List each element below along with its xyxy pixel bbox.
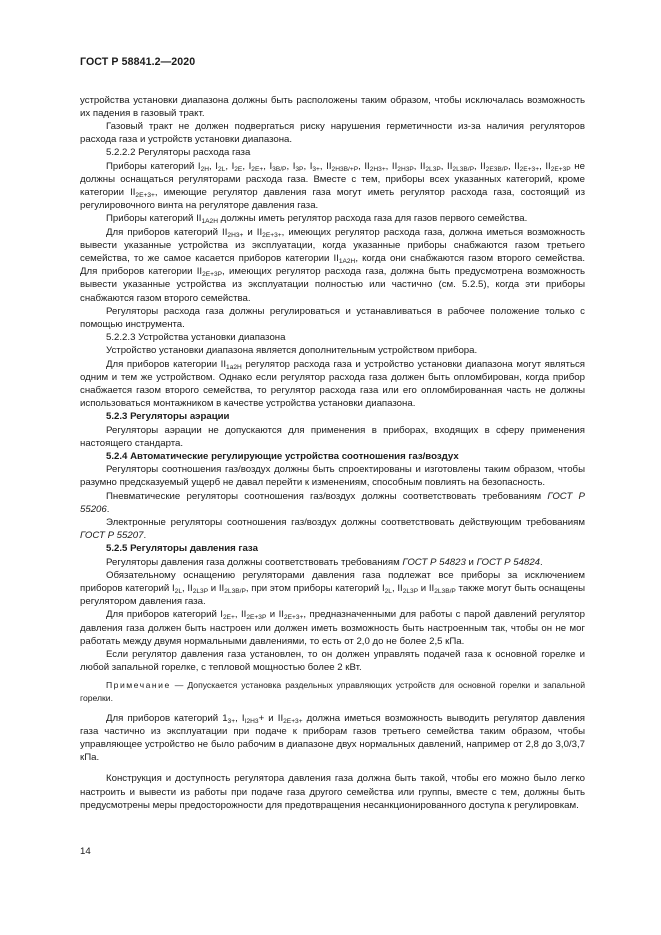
paragraph: Регуляторы аэрации не допускаются для применения в приборах, входящих в сферу применения настоящего стандарта. [80,424,585,449]
paragraph: Регуляторы расхода газа должны регулироваться и устанавливаться в рабочее положение только с помощью инструмента. [80,305,585,330]
paragraph-1a2h-range: Для приборов категории $II_{1a2H}$ регулятор расхода газа и устройство установки диапазона могут являться одним и тем же устройством. Однако если регулятор расхода газа должен быть опломбирован, когда прибор снабжается газом второго семейства, то регулятор расхода газа или его опломбированная часть не должны использоваться монтажником в качестве устройства установки диапазона. [80,358,585,410]
paragraph: Устройство установки диапазона является дополнительным устройством прибора. [106,345,478,357]
subsection-heading: 5.2.2.3 Устройства установки диапазона [106,332,286,344]
paragraph-pressure-requirements: Регуляторы давления газа должны соответствовать требованиям ГОСТ Р 54823 и ГОСТ Р 54824. [106,556,543,568]
paragraph-continued: устройства установки диапазона должны быть расположены таким образом, чтобы исключалась возможность их падения в газовый тракт. [80,94,585,119]
paragraph: Регуляторы соотношения газ/воздух должны быть спроектированы и изготовлены таким образом, чтобы разумно предсказуемый ущерб не давал перейти к изменениям, способным повлиять на безопасность. [80,464,585,489]
section-heading: 5.2.3 Регуляторы аэрации [106,411,230,423]
paragraph-third-family: Для приборов категорий $1_{3+}$, $I_{I2H3}+ и$ $II_{2E+3+}$ должна иметься возможность выводить регулятор давления газа частично из эксплуатации при подаче к приборам газов третьего семейства таким образом, чтобы управляющее устройство не было рабочим в диапазоне двух нормальных давлений, например от 2,8 до 3,0/3,7 кПа. [80,712,585,764]
document-body [80,94,585,813]
paragraph-1a2h: Приборы категорий $II_{1A2H}$ должны иметь регулятор расхода газа для газов первого семейства. [106,213,528,226]
paragraph-mandatory-regulators: Обязательному оснащению регуляторами давления газа подлежат все приборы за исключением приборов категорий $I_{2L}$, $II_{2L3P}$ и $II_{2L3B/P}$, при этом приборы категорий $I_{2L}$, $II_{2L3P}$ и $II_{2L3B/P}$ также могут быть оснащены регулятором давления газа. [80,569,586,608]
paragraph: Если регулятор давления газа установлен, то он должен управлять подачей газа к основной горелке и любой запальной горелке, с тепловой мощностью более 2 кВт. [80,649,585,674]
page-number: 14 [80,846,91,857]
page-header-standard: ГОСТ Р 58841.2—2020 [80,56,196,68]
paragraph-pressure-pair: Для приборов категорий $I_{2E+}$, $II_{2E+3P}$ и $II_{2E+3+}$, предназначенными для работы с парой давлений регулятор давления газа должен быть настроен или должен иметь возможность быть настроенным так, чтобы он не мог работать между двумя нормальными давлениями, то есть от 2,0 до не более 2,5 кПа. [80,609,585,647]
paragraph-categories-flow: Приборы категорий $I_{2H}$, $I_{2L}$, $I_{2E}$, $I_{2E+}$, $I_{3B/P}$, $I_{3P}$, $I_{3+}$, $II_{2H3B/+P}$, $II_{2H3+}$, $II_{2H3P}$, $II_{2L3P}$, $II_{2L3B/P}$, $II_{2E3B/P}$, $II_{2E+3+}$, $II_{2E+3P}$ не должны оснащаться регуляторами расхода газа. Вместе с тем, приборы всех указанных категорий, кроме категории $II_{2E+3+}$, имеющие регулятор давления газа могут иметь регулятор расхода газа, состоящий из регулировочного винта на регуляторе давления газа. [80,160,586,212]
paragraph-electronic: Электронные регуляторы соотношения газ/воздух должны соответствовать действующим требованиям ГОСТ Р 55207. [80,517,585,542]
note: Примечание — Допускается установка раздельных управляющих устройств для основной горелки и запальной горелки. [80,680,585,704]
paragraph: Конструкция и доступность регулятора давления газа должна быть такой, чтобы его можно было легко настроить и вывести из работы при подаче газа другого семейства или группы, вместе с тем, должны быть предусмотрены меры предосторожности для предотвращения несанкционированного доступа к регулировкам. [80,773,585,811]
section-heading: 5.2.4 Автоматические регулирующие устройства соотношения газ/воздух [106,450,459,462]
section-heading: 5.2.5 Регуляторы давления газа [106,543,258,555]
paragraph-decommission: Для приборов категорий $II_{2H3+}$ и $II_{2E+3+}$, имеющих регулятор расхода газа, должна иметься возможность вывести указанные устройства из эксплуатации, когда указанные приборы снабжаются газом третьего семейства, то же самое касается приборов категории $II_{1A2H}$, когда они снабжаются газом второго семейства. Для приборов категории $II_{2E+3P}$, имеющих регулятор расхода газа, должна быть предусмотрена возможность вывести указанные устройства из эксплуатации полностью или частично (см. 5.2.5), когда эти приборы снабжаются газом второго семейства. [80,226,585,304]
paragraph-pneumatic: Пневматические регуляторы соотношения газ/воздух должны соответствовать требованиям ГОСТ Р 55206. [80,490,585,515]
note-label: Примечание [106,680,171,691]
subsection-heading: 5.2.2.2 Регуляторы расхода газа [106,147,251,159]
paragraph: Газовый тракт не должен подвергаться риску нарушения герметичности из-за наличия регуляторов расхода газа и устройств установки диапазона. [80,120,585,146]
